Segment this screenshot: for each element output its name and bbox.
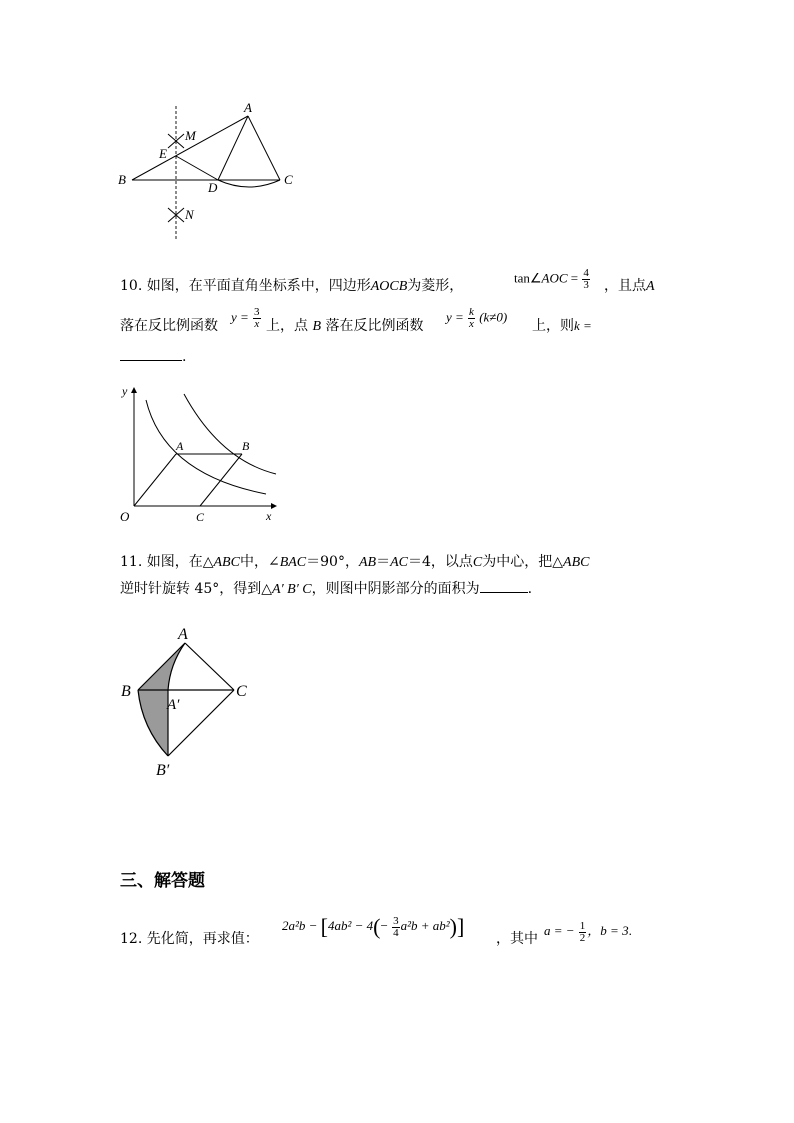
side-ac (185, 643, 234, 690)
q10-line2a: 落在反比例函数 (120, 318, 218, 334)
shaded-region-bottom (138, 690, 168, 756)
label-b: B (242, 439, 250, 453)
q12-label: 12. 先化简，再求值： (120, 931, 259, 947)
q11-answer-blank[interactable] (480, 578, 528, 593)
segment-ba (132, 116, 248, 180)
q12-expression: 2a²b − [4ab² − 4(− $\frac{3}{4}$ a²b + ab²)] (282, 914, 465, 939)
arc-mark-n (168, 208, 184, 222)
section-heading: 三、解答题 (120, 871, 205, 891)
q10-answer-blank[interactable]: . (120, 346, 186, 367)
q11-line2: 逆时针旋转 45°，得到△A′ B′ C，则图中阴影部分的面积为 . (120, 578, 532, 600)
label-a: A (178, 626, 188, 643)
q12-where: ，其中 (496, 931, 538, 947)
q10-func1: y = $\frac{3}{x}$ (231, 306, 260, 330)
segment-ac (248, 116, 280, 180)
segment-ad (218, 116, 248, 180)
q10-func2: y = $\frac{k}{x}$ (k≠0) (446, 306, 508, 330)
label-o: O (120, 509, 130, 524)
figure-rotation-shaded (118, 622, 258, 782)
label-y: y (122, 384, 128, 398)
label-e: E (159, 146, 167, 161)
label-b-prime: B′ (156, 762, 170, 779)
label-a: A (176, 439, 184, 453)
label-n: N (185, 207, 194, 222)
figure-perpendicular-bisector (112, 96, 312, 246)
q10-number: 10. (120, 278, 143, 294)
curve-y-k-over-x (184, 394, 276, 474)
q10-line1: 10. 如图，在平面直角坐标系中，四边形AOCB为菱形， (120, 278, 464, 294)
arc-dc (218, 180, 280, 187)
label-b: B (121, 683, 131, 700)
label-a: A (244, 100, 252, 115)
q10-line2b: 上，点 B 落在反比例函数 (266, 318, 424, 334)
q11-number: 11. (120, 554, 143, 570)
label-m: M (185, 128, 196, 143)
q10-tan-expression: tan∠AOC = $\frac{4}{3}$ (514, 267, 589, 291)
q10-line1-tail: ，且点A (604, 278, 655, 294)
label-c: C (196, 510, 205, 524)
label-x: x (266, 509, 272, 523)
segment-ed (176, 156, 218, 180)
q12-values: a = − $\frac{1}{2}$ ，b = 3. (544, 919, 632, 944)
label-c: C (284, 172, 293, 187)
label-a-prime: A′ (167, 697, 180, 713)
side-oa (134, 454, 176, 506)
label-b: B (118, 172, 126, 187)
label-c: C (236, 683, 247, 700)
side-bc (200, 454, 242, 506)
label-d: D (208, 180, 218, 195)
figure-coordinate-rhombus (112, 382, 288, 524)
q11-line1: 11. 如图，在△ABC中，∠BAC＝90°，AB＝AC＝4，以点C为中心，把△ABC (120, 554, 590, 570)
q12-number: 12. (120, 931, 143, 947)
q10-line2c: 上，则k = (532, 318, 592, 334)
